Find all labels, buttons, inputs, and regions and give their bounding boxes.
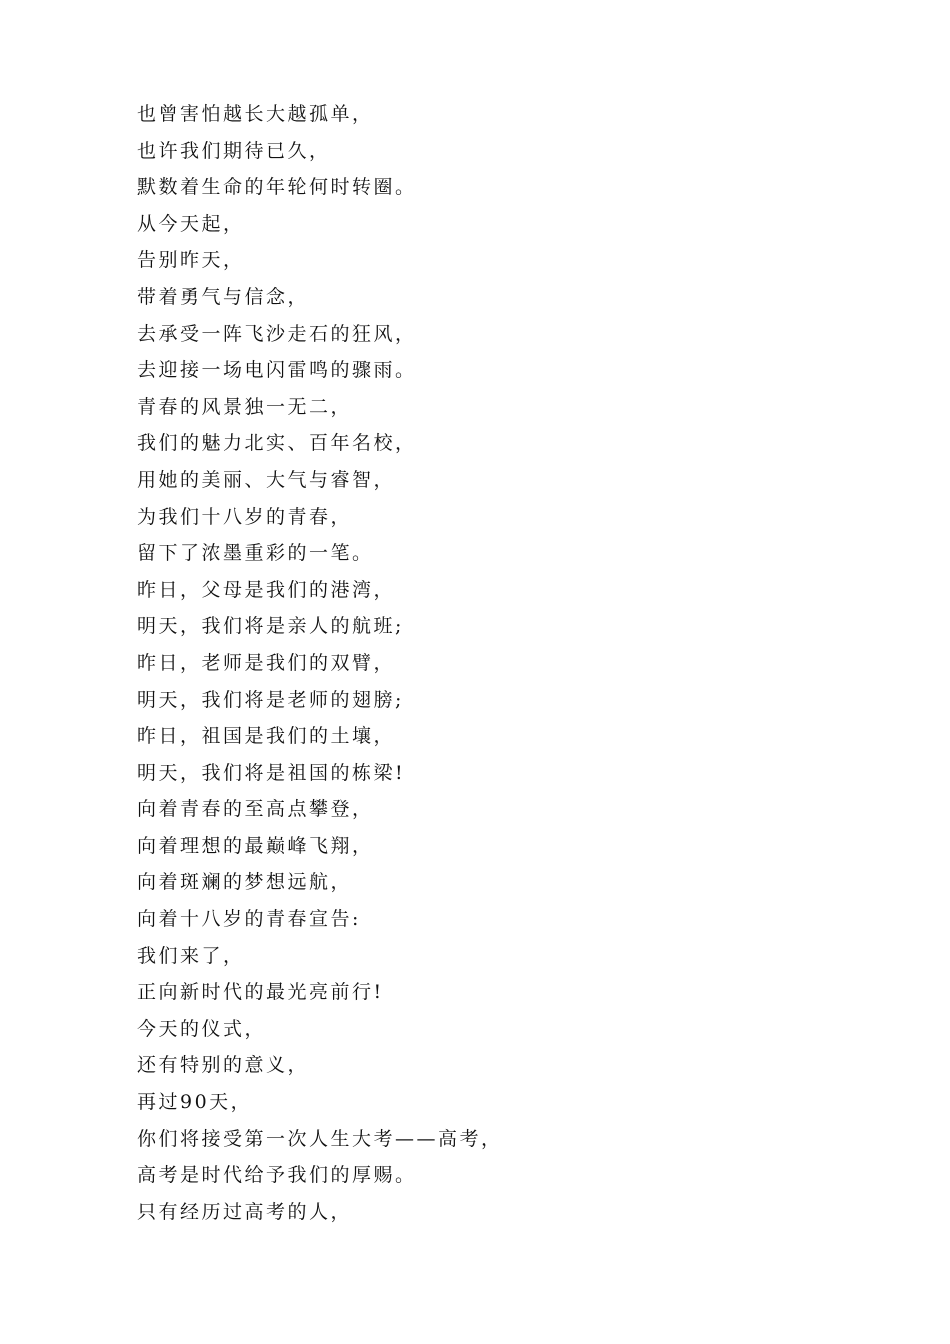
text-line: 昨日，老师是我们的双臂， (137, 651, 396, 674)
text-line: 向着青春的至高点攀登， (137, 798, 374, 821)
text-line: 向着理想的最巅峰飞翔， (137, 834, 374, 857)
text-line: 今天的仪式， (137, 1017, 267, 1040)
text-line: 也许我们期待已久， (137, 139, 331, 162)
text-line: 青春的风景独一无二， (137, 395, 353, 418)
text-line: 正向新时代的最光亮前行! (137, 981, 384, 1004)
text-line: 带着勇气与信念， (137, 285, 310, 308)
text-line: 你们将接受第一次人生大考——高考， (137, 1127, 503, 1150)
poem-text (137, 96, 503, 1230)
text-line: 明天，我们将是亲人的航班; (137, 615, 404, 638)
text-line: 明天，我们将是祖国的栋梁! (137, 761, 406, 784)
text-line: 默数着生命的年轮何时转圈。 (137, 176, 417, 199)
text-line: 昨日，父母是我们的港湾， (137, 578, 396, 601)
text-line: 还有特别的意义， (137, 1054, 310, 1077)
text-line: 去承受一阵飞沙走石的狂风， (137, 322, 417, 345)
text-line: 向着斑斓的梦想远航， (137, 871, 353, 894)
text-line: 向着十八岁的青春宣告: (137, 908, 361, 931)
text-line: 用她的美丽、大气与睿智， (137, 468, 396, 491)
text-line: 再过90天， (137, 1091, 253, 1114)
text-line: 去迎接一场电闪雷鸣的骤雨。 (137, 359, 417, 382)
text-line: 明天，我们将是老师的翅膀; (137, 688, 404, 711)
text-line: 也曾害怕越长大越孤单， (137, 103, 374, 125)
text-line: 高考是时代给予我们的厚赐。 (137, 1164, 417, 1187)
text-line: 从今天起， (137, 212, 245, 235)
text-line: 我们的魅力北实、百年名校， (137, 432, 417, 455)
text-line: 我们来了， (137, 944, 245, 967)
text-line: 为我们十八岁的青春， (137, 505, 353, 528)
text-line: 告别昨天， (137, 249, 245, 272)
text-line: 留下了浓墨重彩的一笔。 (137, 542, 374, 565)
text-line: 只有经历过高考的人， (137, 1200, 353, 1223)
text-line: 昨日，祖国是我们的土壤， (137, 725, 396, 748)
